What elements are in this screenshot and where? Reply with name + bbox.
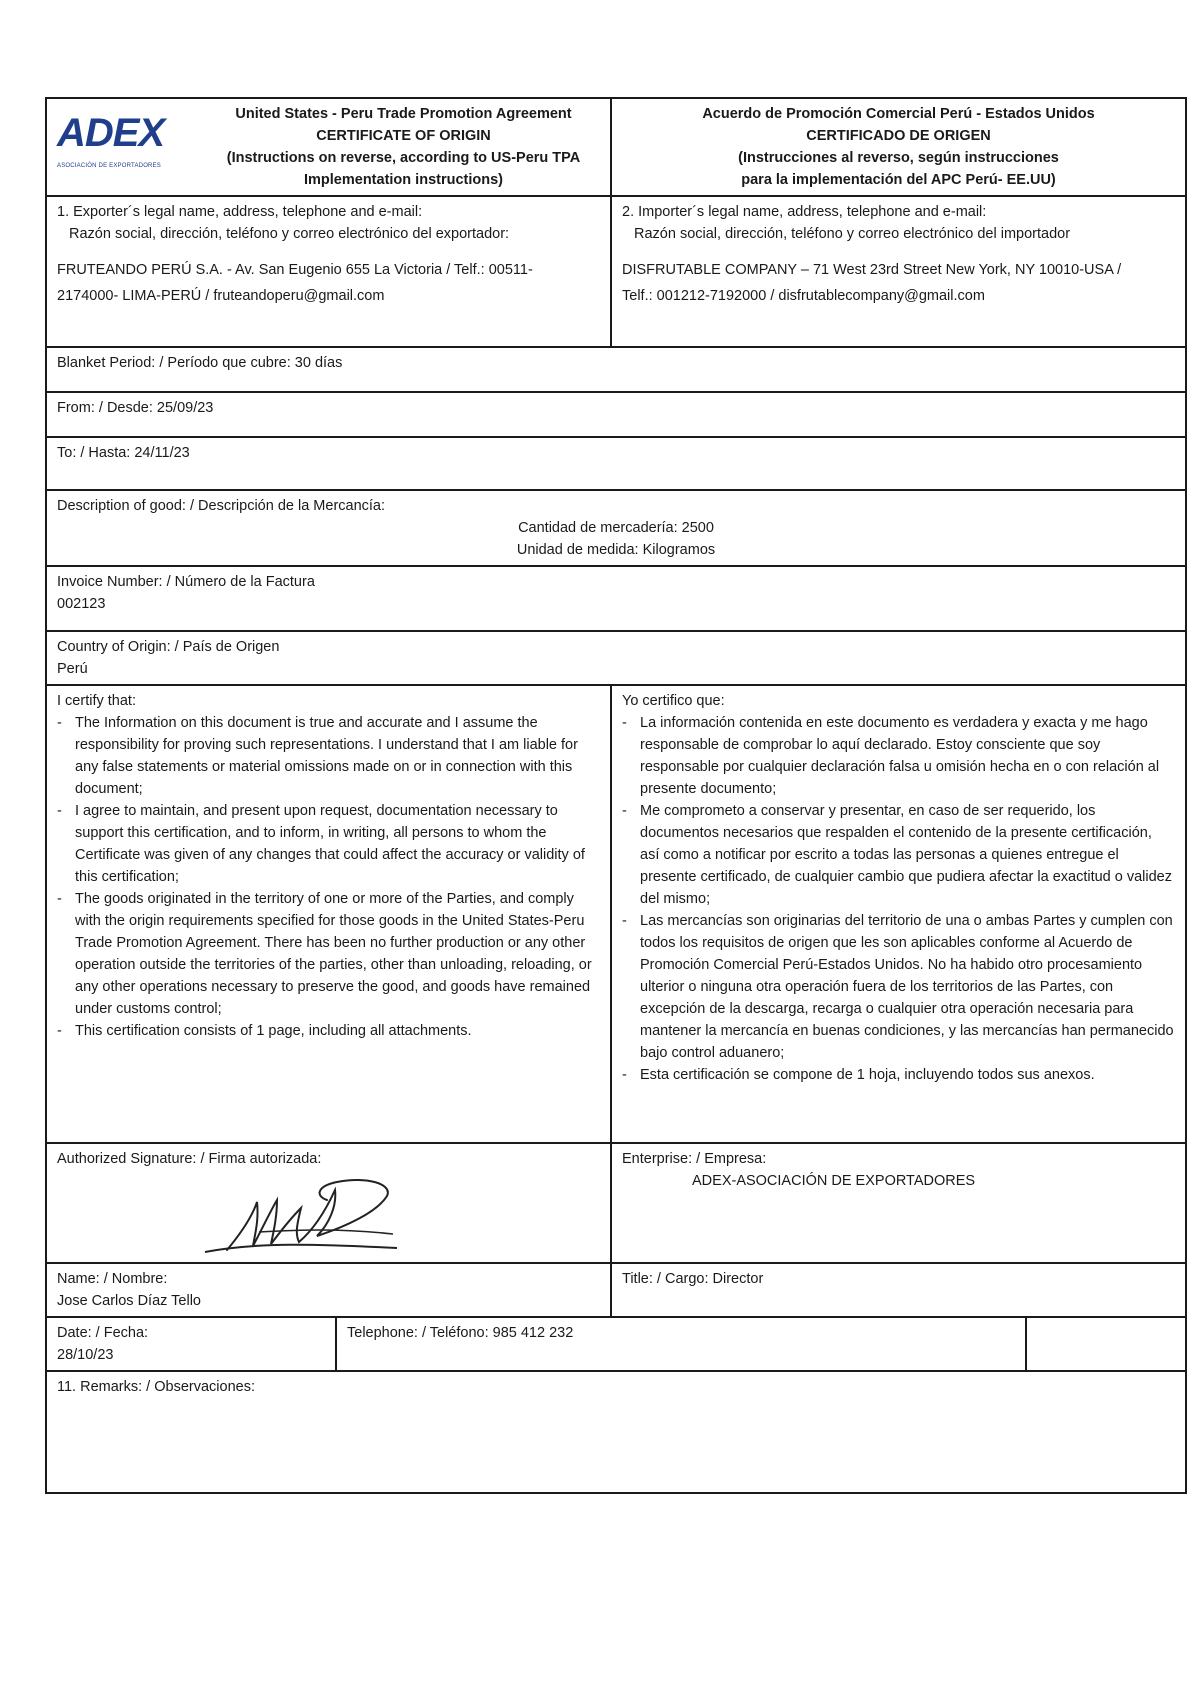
header-es-line3: (Instrucciones al reverso, según instrucciones xyxy=(738,150,1059,166)
certify-es-list xyxy=(622,712,1175,1086)
certify-es-item: - Esta certificación se compone de 1 hoja, incluyendo todos sus anexos. xyxy=(622,1064,1175,1086)
to-date: To: / Hasta: 24/11/23 xyxy=(46,437,1186,490)
remarks-row xyxy=(46,1371,1186,1493)
signature-cell xyxy=(46,1143,611,1263)
certificate-form xyxy=(45,97,1187,1494)
blanket-period: Blanket Period: / Período que cubre: 30 días xyxy=(46,347,1186,392)
handwritten-signature xyxy=(197,1172,407,1258)
certify-en-item: - I agree to maintain, and present upon request, documentation necessary to support this certification, and to inform, in writing, all persons to whom the Certificate was given of any changes that could affect the accuracy or validity of this certification; xyxy=(57,800,600,888)
exporter-label-es: Razón social, dirección, teléfono y correo electrónico del exportador: xyxy=(69,226,510,242)
importer-label-es: Razón social, dirección, teléfono y correo electrónico del importador xyxy=(634,226,1071,242)
name-label: Name: / Nombre: xyxy=(57,1271,168,1287)
from-row xyxy=(46,392,1186,437)
enterprise-cell xyxy=(611,1143,1186,1263)
description-label: Description of good: / Descripción de la Mercancía: xyxy=(57,498,386,514)
exporter-value: FRUTEANDO PERÚ S.A. - Av. San Eugenio 655 La Victoria / Telf.: 00511- 2174000- LIMA-PERÚ / fruteandoperu@gmail.com xyxy=(57,262,533,304)
exporter-cell xyxy=(46,196,611,347)
certify-en-title: I certify that: xyxy=(57,693,136,709)
certify-es-cell xyxy=(611,685,1186,1143)
telephone-cell: Telephone: / Teléfono: 985 412 232 xyxy=(336,1317,1026,1371)
exporter-label-en: 1. Exporter´s legal name, address, telephone and e-mail: xyxy=(57,204,423,220)
date-label: Date: / Fecha: xyxy=(57,1325,149,1341)
country-value: Perú xyxy=(57,661,88,677)
country-row xyxy=(46,631,1186,685)
country-label: Country of Origin: / País de Origen xyxy=(57,639,280,655)
invoice-cell xyxy=(46,566,1186,631)
certify-es-title: Yo certifico que: xyxy=(622,693,725,709)
to-row xyxy=(46,437,1186,490)
header-spanish xyxy=(611,98,1186,196)
date-value: 28/10/23 xyxy=(57,1347,114,1363)
certification-row xyxy=(46,685,1186,1143)
importer-label-en: 2. Importer´s legal name, address, telephone and e-mail: xyxy=(622,204,987,220)
header-en-line4: Implementation instructions) xyxy=(304,172,503,188)
description-row xyxy=(46,490,1186,566)
certify-en-cell xyxy=(46,685,611,1143)
importer-value: DISFRUTABLE COMPANY – 71 West 23rd Street New York, NY 10010-USA / Telf.: 001212-7192000 / disfrutablecompany@gmail.com xyxy=(622,262,1122,304)
invoice-value: 002123 xyxy=(57,596,106,612)
header-es-title: CERTIFICADO DE ORIGEN xyxy=(806,128,991,144)
signature-row xyxy=(46,1143,1186,1263)
certify-es-item: - La información contenida en este documento es verdadera y exacta y me hago responsable de comprobar lo aquí declarado. Estoy consciente que soy responsable por cualquier declaración falsa u omisión hecha en o con relación al presente documento; xyxy=(622,712,1175,800)
header-es-line4: para la implementación del APC Perú- EE.UU) xyxy=(741,172,1056,188)
remarks-cell: 11. Remarks: / Observaciones: xyxy=(46,1371,1186,1493)
enterprise-label: Enterprise: / Empresa: xyxy=(622,1151,767,1167)
description-quantity: Cantidad de mercadería: 2500 xyxy=(518,520,714,536)
country-cell xyxy=(46,631,1186,685)
header-row xyxy=(46,98,1186,196)
importer-cell xyxy=(611,196,1186,347)
certificate-document xyxy=(45,97,1185,1494)
certify-en-item: - The Information on this document is true and accurate and I assume the responsibility for proving such representations. I understand that I am liable for any false statements or material omissions made on or in connection with this document; xyxy=(57,712,600,800)
header-en-title: CERTIFICATE OF ORIGIN xyxy=(316,128,491,144)
header-english xyxy=(46,98,611,196)
description-cell xyxy=(46,490,1186,566)
name-cell xyxy=(46,1263,611,1317)
title-cell: Title: / Cargo: Director xyxy=(611,1263,1186,1317)
certify-es-item: - Me comprometo a conservar y presentar, en caso de ser requerido, los documentos necesarios que respalden el contenido de la presente certificación, así como a notificar por escrito a todas las personas a quienes entregue el presente certificado, de cualquier cambio que pudiera afectar la exactitud o validez del mismo; xyxy=(622,800,1175,910)
signature-label: Authorized Signature: / Firma autorizada: xyxy=(57,1151,322,1167)
blanket-period-row xyxy=(46,347,1186,392)
certify-en-item: - This certification consists of 1 page, including all attachments. xyxy=(57,1020,600,1042)
name-row xyxy=(46,1263,1186,1317)
invoice-row xyxy=(46,566,1186,631)
enterprise-value: ADEX-ASOCIACIÓN DE EXPORTADORES xyxy=(692,1173,976,1189)
certify-es-item: - Las mercancías son originarias del territorio de una o ambas Partes y cumplen con todos los requisitos de origen que les son aplicables conforme al Acuerdo de Promoción Comercial Perú-Estados Unidos. No ha habido otro procesamiento ulterior o ninguna otra operación fuera de los territorios de las Partes, con excepción de la descarga, recarga o cualquier otra operación necesaria para mantener la mercancía en buenas condiciones, y las mercancías han permanecido bajo control aduanero; xyxy=(622,910,1175,1064)
date-row xyxy=(46,1317,1186,1371)
description-unit: Unidad de medida: Kilogramos xyxy=(516,542,716,558)
certify-en-item: - The goods originated in the territory of one or more of the Parties, and comply with the origin requirements specified for those goods in the United States-Peru Trade Promotion Agreement. There has been no further production or any other operation outside the territories of the parties, other than unloading, reloading, or any other operations necessary to preserve the good, and goods have remained under customs control; xyxy=(57,888,600,1020)
adex-logo: ADEX ASOCIACIÓN DE EXPORTADORES xyxy=(57,111,165,169)
header-es-line1: Acuerdo de Promoción Comercial Perú - Estados Unidos xyxy=(702,106,1095,122)
invoice-label: Invoice Number: / Número de la Factura xyxy=(57,574,315,590)
from-date: From: / Desde: 25/09/23 xyxy=(46,392,1186,437)
date-cell xyxy=(46,1317,336,1371)
certify-en-list xyxy=(57,712,600,1042)
header-en-line3: (Instructions on reverse, according to US-Peru TPA xyxy=(226,150,581,166)
header-en-line1: United States - Peru Trade Promotion Agreement xyxy=(235,106,572,122)
parties-row xyxy=(46,196,1186,347)
empty-cell xyxy=(1026,1317,1186,1371)
name-value: Jose Carlos Díaz Tello xyxy=(57,1293,201,1309)
